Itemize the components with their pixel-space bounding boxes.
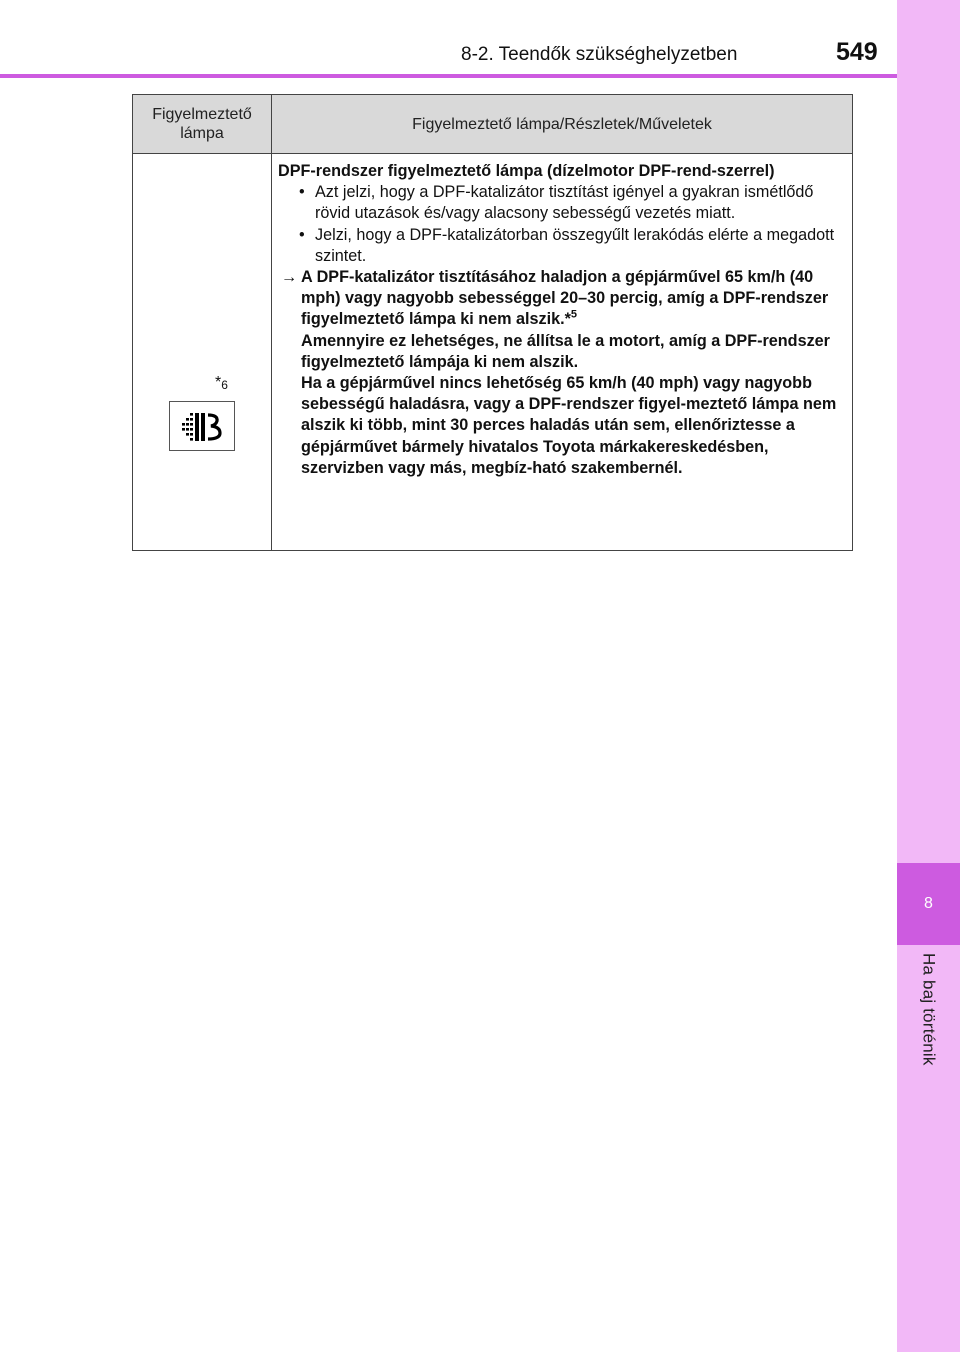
warning-lamp-table (132, 94, 853, 551)
chapter-number: 8 (924, 895, 933, 912)
footnote-asterisk: * (215, 374, 222, 391)
column-header-details: Figyelmeztető lámpa/Részletek/Műveletek (272, 95, 853, 154)
action-block (278, 267, 842, 479)
lamp-title: DPF-rendszer figyelmeztető lámpa (dízelmotor DPF-rend-szerrel) (278, 162, 775, 180)
section-title: 8-2. Teendők szükséghelyzetben (461, 44, 738, 65)
action-follow-up: Amennyire ez lehetséges, ne állítsa le a motort, amíg a DPF-rendszer figyelmeztető lámpája ki nem alszik. (301, 331, 830, 371)
page-number: 549 (836, 38, 878, 66)
details-cell (272, 154, 853, 551)
column-header-lamp: Figyelmeztető lámpa (133, 95, 272, 154)
bullet-dot: • (299, 225, 305, 244)
lamp-icon-box (169, 401, 235, 451)
action-text: A DPF-katalizátor tisztításához haladjon a gépjárművel 65 km/h (40 mph) vagy nagyobb sebességgel 20–30 percig, amíg a DPF-rendszer figyelmeztető lámpa ki nem alszik.* (301, 268, 829, 329)
arrow-icon: → (281, 268, 298, 287)
chapter-title-wrap (897, 953, 960, 1093)
header-rule (0, 74, 897, 78)
footnote-index: 6 (221, 378, 228, 392)
action-footnote: 5 (570, 309, 578, 322)
bullet-dot: • (299, 183, 305, 202)
chapter-title: Ha baj történik (919, 953, 939, 1066)
action-follow-up: Ha a gépjárművel nincs lehetőség 65 km/h (40 mph) vagy nagyobb sebességű haladásra, vagy a DPF-rendszer figyel-meztető lámpa nem alszik ki több, mint 30 perces haladás után sem, ellenőriztesse a gépjárművet bármely hivatalos Toyota márkakereskedésben, szervizben vagy más, megbíz-ható szakembernél. (301, 374, 837, 477)
list-item (278, 225, 842, 267)
table-header-row (133, 95, 853, 154)
lamp-footnote-ref (215, 374, 228, 392)
chapter-number-box (897, 863, 960, 945)
lamp-cell (133, 154, 272, 551)
bullet-text: Azt jelzi, hogy a DPF-katalizátor tisztítást igényel a gyakran ismétlődő rövid utazások és/vagy alacsony sebességű vezetés miatt. (315, 183, 814, 223)
bullet-text: Jelzi, hogy a DPF-katalizátorban összegyűlt lerakódás elérte a megadott szintet. (315, 225, 835, 265)
table-row (133, 154, 853, 551)
dpf-warning-icon (178, 409, 226, 443)
list-item (278, 182, 842, 224)
chapter-side-tab (897, 0, 960, 1352)
